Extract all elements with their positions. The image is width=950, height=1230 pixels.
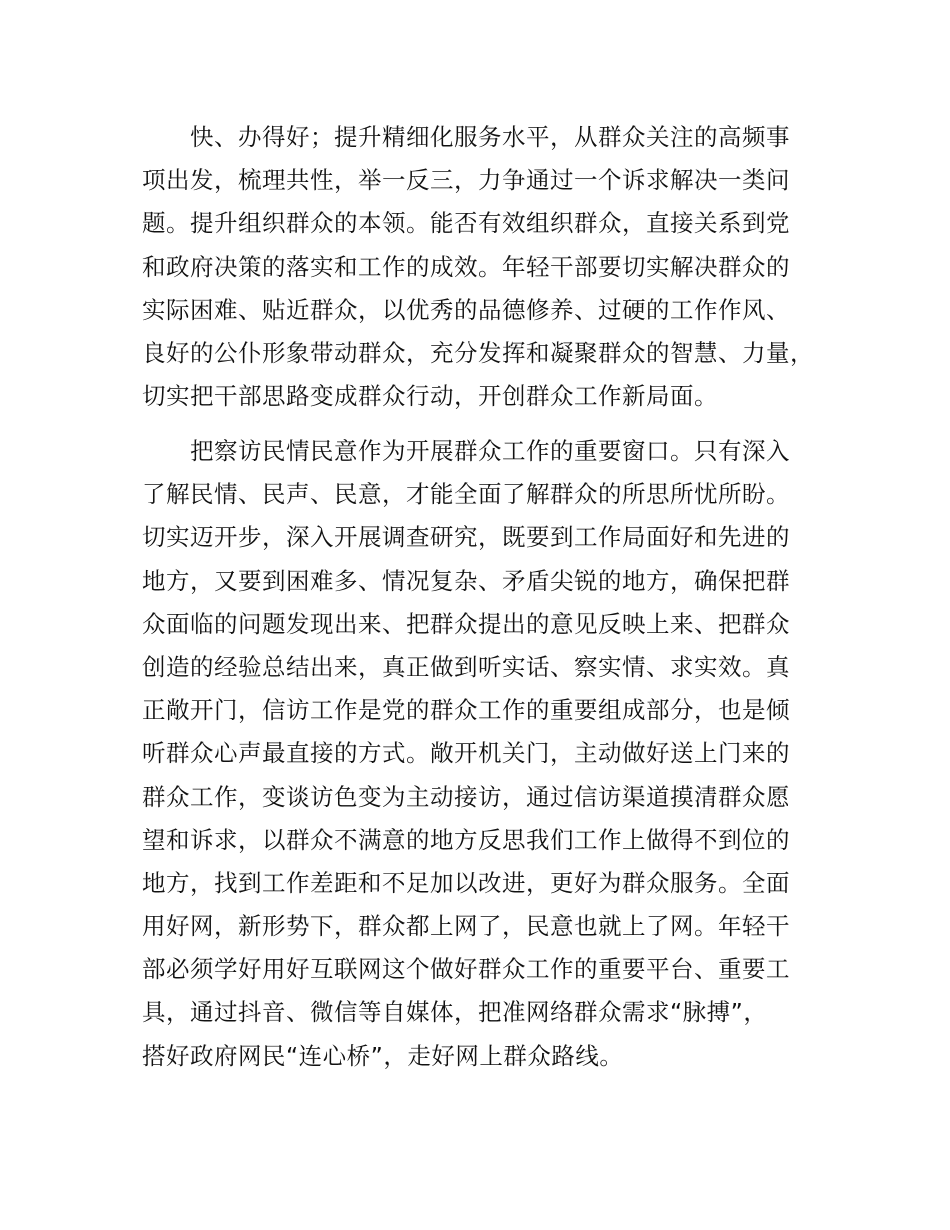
paragraph-line: 项出发，梳理共性，举一反三，力争通过一个诉求解决一类问 xyxy=(142,166,790,195)
paragraph-line: 众面临的问题发现出来、把群众提出的意见反映上来、把群众 xyxy=(142,609,790,638)
paragraph-line: 群众工作，变谈访色变为主动接访，通过信访渠道摸清群众愿 xyxy=(142,782,790,811)
paragraph-line: 良好的公仆形象带动群众，充分发挥和凝聚群众的智慧、力量， xyxy=(142,338,814,367)
paragraph-line: 快、办得好；提升精细化服务水平，从群众关注的高频事 xyxy=(190,123,790,151)
paragraph-line: 具，通过抖音、微信等自媒体，把准网络群众需求“脉搏”， xyxy=(142,998,768,1027)
paragraph-line: 部必须学好用好互联网这个做好群众工作的重要平台、重要工 xyxy=(142,955,790,984)
paragraph-line: 切实把干部思路变成群众行动，开创群众工作新局面。 xyxy=(142,382,718,411)
paragraph-line: 题。提升组织群众的本领。能否有效组织群众，直接关系到党 xyxy=(142,209,790,238)
paragraph-line: 望和诉求，以群众不满意的地方反思我们工作上做得不到位的 xyxy=(142,825,790,854)
paragraph-line: 和政府决策的落实和工作的成效。年轻干部要切实解决群众的 xyxy=(142,252,790,281)
paragraph-line: 地方，又要到困难多、情况复杂、矛盾尖锐的地方，确保把群 xyxy=(142,566,790,595)
paragraph-line: 实际困难、贴近群众，以优秀的品德修养、过硬的工作作风、 xyxy=(142,295,790,324)
paragraph-line: 正敞开门，信访工作是党的群众工作的重要组成部分，也是倾 xyxy=(142,696,790,725)
paragraph-line: 地方，找到工作差距和不足加以改进，更好为群众服务。全面 xyxy=(142,868,790,897)
paragraph-1 xyxy=(142,116,842,418)
paragraph-line: 切实迈开步，深入开展调查研究，既要到工作局面好和先进的 xyxy=(142,523,790,552)
paragraph-line: 用好网，新形势下，群众都上网了，民意也就上了网。年轻干 xyxy=(142,912,790,941)
paragraph-line: 创造的经验总结出来，真正做到听实话、察实情、求实效。真 xyxy=(142,652,790,681)
paragraph-line: 了解民情、民声、民意，才能全面了解群众的所思所忧所盼。 xyxy=(142,480,790,509)
paragraph-line: 把察访民情民意作为开展群众工作的重要窗口。只有深入 xyxy=(190,437,790,465)
paragraph-line: 搭好政府网民“连心桥”，走好网上群众路线。 xyxy=(142,1041,624,1070)
paragraph-2 xyxy=(142,430,842,1078)
paragraph-line: 听群众心声最直接的方式。敞开机关门，主动做好送上门来的 xyxy=(142,739,790,768)
